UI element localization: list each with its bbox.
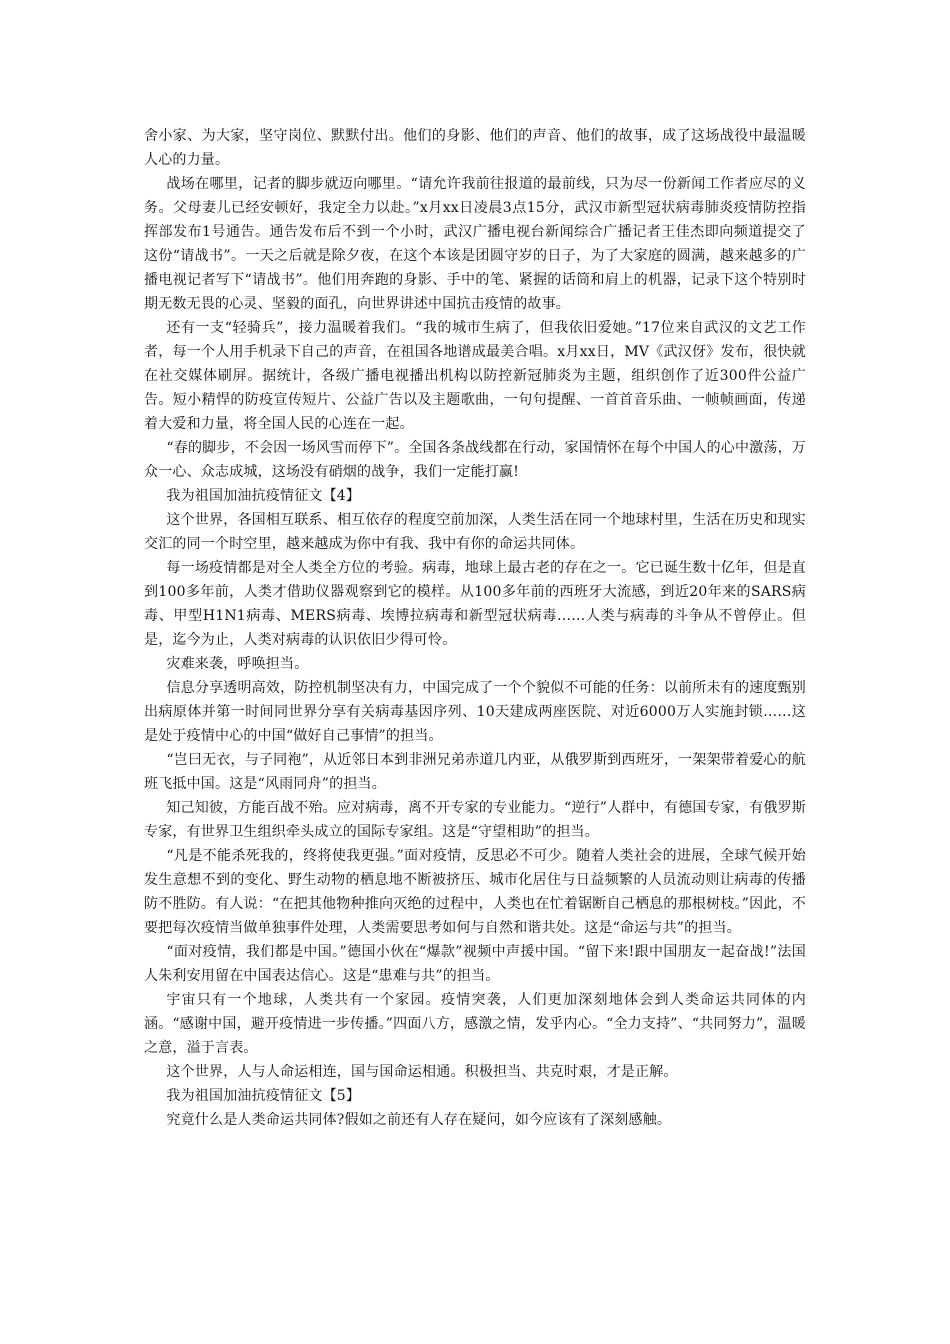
paragraph: 战场在哪里，记者的脚步就迈向哪里。“请允许我前往报道的最前线，只为尽一份新闻工作者应尽的义务。父母妻儿已经安顿好，我定全力以赴。”x月xx日凌晨3点15分，武汉市新型冠状病毒肺炎疫情防控指挥部发布1号通告。通告发布后不到一个小时，武汉广播电视台新闻综合广播记者王佳杰即向频道提交了这份“请战书”。一天之后就是除夕夜，在这个本该是团圆守岁的日子，为了大家庭的圆满，越来越多的广播电视记者写下“请战书”。他们用奔跑的身影、手中的笔、紧握的话筒和肩上的机器，记录下这个特别时期无数无畏的心灵、坚毅的面孔，向世界讲述中国抗击疫情的故事。 — [144, 176, 806, 312]
essay-heading: 我为祖国加油抗疫情征文【5】 — [166, 1088, 361, 1104]
paragraph: 知己知彼，方能百战不殆。应对病毒，离不开专家的专业能力。“逆行”人群中，有德国专家，有俄罗斯专家，有世界卫生组织牵头成立的国际专家组。这是“守望相助”的担当。 — [144, 800, 806, 840]
paragraph: “凡是不能杀死我的，终将使我更强。”面对疫情，反思必不可少。随着人类社会的进展，全球气候开始发生意想不到的变化、野生动物的栖息地不断被挤压、城市化居住与日益频繁的人员流动则让病毒的传播防不胜防。有人说：“在把其他物种推向灭绝的过程中，人类也在忙着锯断自己栖息的那根树枝。”因此，不要把每次疫情当做单独事件处理，人类需要思考如何与自然和谐共处。这是“命运与共”的担当。 — [144, 848, 806, 936]
paragraph: “春的脚步，不会因一场风雪而停下”。全国各条战线都在行动，家国情怀在每个中国人的心中激荡，万众一心、众志成城，这场没有硝烟的战争，我们一定能打赢! — [144, 440, 806, 480]
paragraph: 舍小家、为大家，坚守岗位、默默付出。他们的身影、他们的声音、他们的故事，成了这场战役中最温暖人心的力量。 — [144, 128, 806, 168]
paragraph: 灾难来袭，呼唤担当。 — [166, 656, 309, 672]
paragraph: 宇宙只有一个地球，人类共有一个家园。疫情突袭，人们更加深刻地体会到人类命运共同体的内涵。“感谢中国，避开疫情进一步传播。”四面八方，感激之情，发乎内心。“全力支持”、“共同努力”，温暖之意，溢于言表。 — [144, 992, 806, 1056]
essay-heading: 我为祖国加油抗疫情征文【4】 — [166, 488, 361, 504]
paragraph: 还有一支“轻骑兵”，接力温暖着我们。“我的城市生病了，但我依旧爱她。”17位来自武汉的文艺工作者，每一个人用手机录下自己的声音，在祖国各地谱成最美合唱。x月xx日，MV《武汉伢》发布，很快就在社交媒体刷屏。据统计，各级广播电视播出机构以防控新冠肺炎为主题，组织创作了近300件公益广告。短小精悍的防疫宣传短片、公益广告以及主题歌曲，一句句提醒、一首首音乐曲、一帧帧画面，传递着大爱和力量，将全国人民的心连在一起。 — [144, 320, 806, 432]
paragraph: “面对疫情，我们都是中国。”德国小伙在“爆款”视频中声援中国。“留下来!跟中国朋友一起奋战!”法国人朱利安用留在中国表达信心。这是“患难与共”的担当。 — [144, 944, 806, 984]
paragraph: 这个世界，人与人命运相连，国与国命运相通。积极担当、共克时艰，才是正解。 — [166, 1064, 678, 1080]
paragraph: 每一场疫情都是对全人类全方位的考验。病毒，地球上最古老的存在之一。它已诞生数十亿年，但是直到100多年前，人类才借助仪器观察到它的模样。从100多年前的西班牙大流感，到近20年来的SARS病毒、甲型H1N1病毒、MERS病毒、埃博拉病毒和新型冠状病毒……人类与病毒的斗争从不曾停止。但是，迄今为止，人类对病毒的认识依旧少得可怜。 — [144, 560, 806, 648]
paragraph: 究竟什么是人类命运共同体?假如之前还有人存在疑问，如今应该有了深刻感触。 — [166, 1112, 672, 1128]
paragraph: 信息分享透明高效，防控机制坚决有力，中国完成了一个个貌似不可能的任务：以前所未有的速度甄别出病原体并第一时间同世界分享有关病毒基因序列、10天建成两座医院、对近6000万人实施封锁……这是处于疫情中心的中国“做好自己事情”的担当。 — [144, 680, 806, 744]
paragraph: “岂曰无衣，与子同袍”，从近邻日本到非洲兄弟赤道几内亚，从俄罗斯到西班牙，一架架带着爱心的航班飞抵中国。这是“风雨同舟”的担当。 — [144, 752, 806, 792]
paragraph: 这个世界，各国相互联系、相互依存的程度空前加深，人类生活在同一个地球村里，生活在历史和现实交汇的同一个时空里，越来越成为你中有我、我中有你的命运共同体。 — [144, 512, 806, 552]
document-body — [144, 124, 806, 1132]
